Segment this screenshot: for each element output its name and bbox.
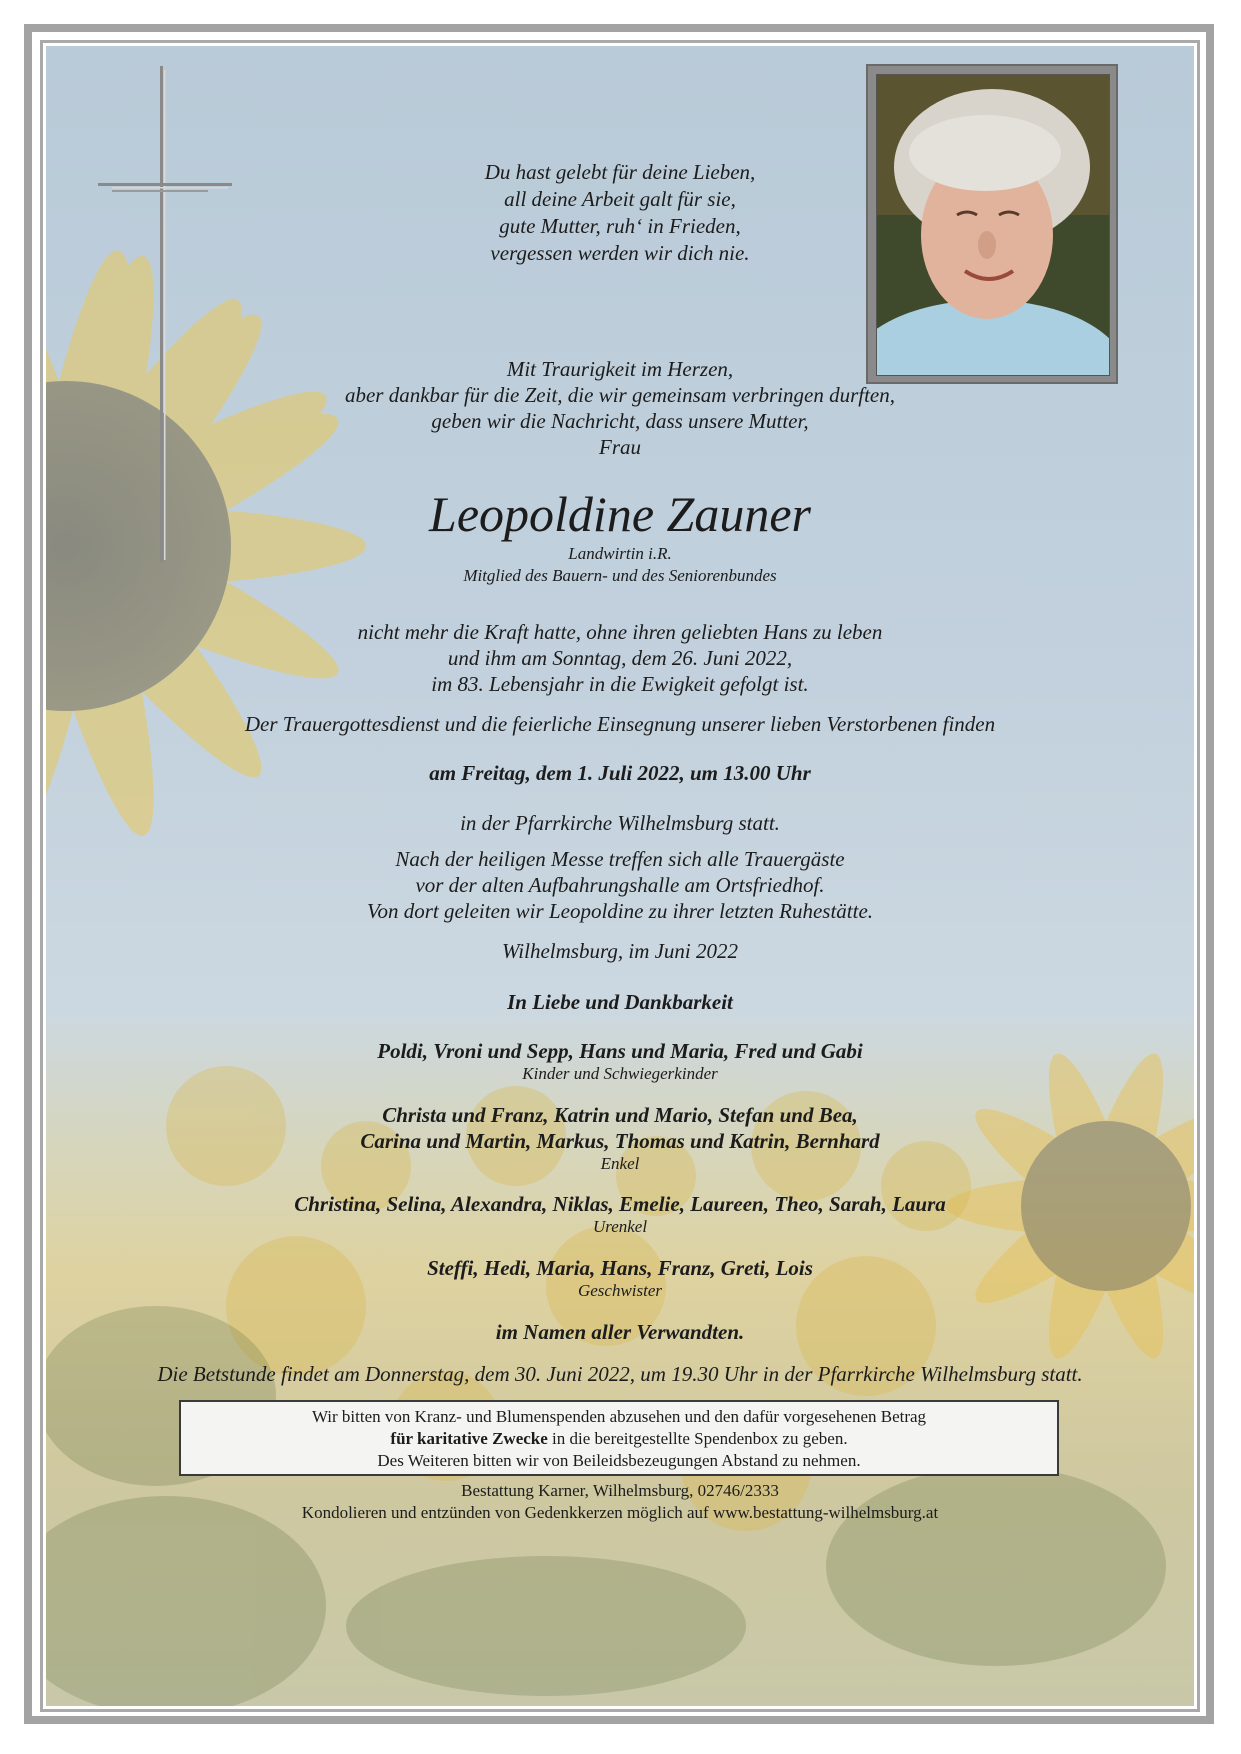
- obituary-card: [46, 46, 1194, 1706]
- service-intro: Der Trauergottesdienst und die feierliche Einsegnung unserer lieben Verstorbenen finden: [244, 712, 996, 736]
- donation-note-line: [181, 1428, 1057, 1450]
- mourners-grandchildren: Christa und Franz, Katrin und Mario, Stefan und Bea,: [382, 1103, 858, 1127]
- poem-line: Du hast gelebt für deine Lieben,: [484, 160, 756, 184]
- intro-line: geben wir die Nachricht, dass unsere Mutter,: [431, 409, 809, 433]
- poem-line: all deine Arbeit galt für sie,: [504, 187, 736, 211]
- deceased-occupation: Landwirtin i.R.: [568, 544, 672, 563]
- after-mass-line: vor der alten Aufbahrungshalle am Ortsfriedhof.: [415, 873, 825, 897]
- death-notice-line: und ihm am Sonntag, dem 26. Juni 2022,: [447, 646, 793, 670]
- obituary-text: [46, 46, 1194, 1706]
- deceased-name: Leopoldine Zauner: [429, 486, 811, 542]
- poem-line: vergessen werden wir dich nie.: [490, 241, 750, 265]
- service-location: in der Pfarrkirche Wilhelmsburg statt.: [460, 811, 780, 835]
- after-mass-line: Nach der heiligen Messe treffen sich alle Trauergäste: [395, 847, 845, 871]
- intro-line: Frau: [599, 435, 641, 459]
- deceased-membership: Mitglied des Bauern- und des Seniorenbundes: [463, 566, 777, 585]
- mourners-children-role: Kinder und Schwiegerkinder: [522, 1064, 718, 1083]
- poem-line: gute Mutter, ruh‘ in Frieden,: [499, 214, 741, 238]
- footer-undertaker: Bestattung Karner, Wilhelmsburg, 02746/2333: [461, 1481, 779, 1500]
- mourners-great-grandchildren-role: Urenkel: [592, 1217, 648, 1236]
- place-date: Wilhelmsburg, im Juni 2022: [501, 939, 739, 963]
- mourners-siblings: Steffi, Hedi, Maria, Hans, Franz, Greti, Lois: [427, 1256, 813, 1280]
- death-notice-line: nicht mehr die Kraft hatte, ohne ihren geliebten Hans zu leben: [357, 620, 883, 644]
- death-notice-line: im 83. Lebensjahr in die Ewigkeit gefolgt ist.: [431, 672, 809, 696]
- mourners-great-grandchildren: Christina, Selina, Alexandra, Niklas, Emelie, Laureen, Theo, Sarah, Laura: [294, 1192, 946, 1216]
- mourners-relatives: im Namen aller Verwandten.: [495, 1320, 745, 1344]
- donation-note-line: Wir bitten von Kranz- und Blumenspenden abzusehen und den dafür vorgesehenen Betrag: [311, 1407, 927, 1426]
- donation-note-emphasis: für karitative Zwecke: [390, 1429, 548, 1448]
- mourners-children: Poldi, Vroni und Sepp, Hans und Maria, Fred und Gabi: [377, 1039, 863, 1063]
- footer-condolence: Kondolieren und entzünden von Gedenkkerzen möglich auf www.bestattung-wilhelmsburg.at: [301, 1503, 939, 1522]
- mourners-grandchildren-role: Enkel: [600, 1154, 640, 1173]
- intro-line: aber dankbar für die Zeit, die wir gemeinsam verbringen durften,: [344, 383, 896, 407]
- after-mass-line: Von dort geleiten wir Leopoldine zu ihrer letzten Ruhestätte.: [366, 899, 874, 923]
- mourners-siblings-role: Geschwister: [577, 1281, 663, 1300]
- closing-phrase: In Liebe und Dankbarkeit: [507, 990, 733, 1014]
- mourners-grandchildren: Carina und Martin, Markus, Thomas und Katrin, Bernhard: [360, 1129, 880, 1153]
- prayer-hour: Die Betstunde findet am Donnerstag, dem 30. Juni 2022, um 19.30 Uhr in der Pfarrkirche Wilhelmsburg statt.: [157, 1362, 1083, 1386]
- donation-note-box: [179, 1400, 1059, 1476]
- service-date: am Freitag, dem 1. Juli 2022, um 13.00 Uhr: [429, 761, 811, 785]
- donation-note-rest: in die bereitgestellte Spendenbox zu geben.: [547, 1429, 848, 1448]
- donation-note-line: Des Weiteren bitten wir von Beileidsbezeugungen Abstand zu nehmen.: [377, 1451, 861, 1470]
- intro-line: Mit Traurigkeit im Herzen,: [506, 357, 734, 381]
